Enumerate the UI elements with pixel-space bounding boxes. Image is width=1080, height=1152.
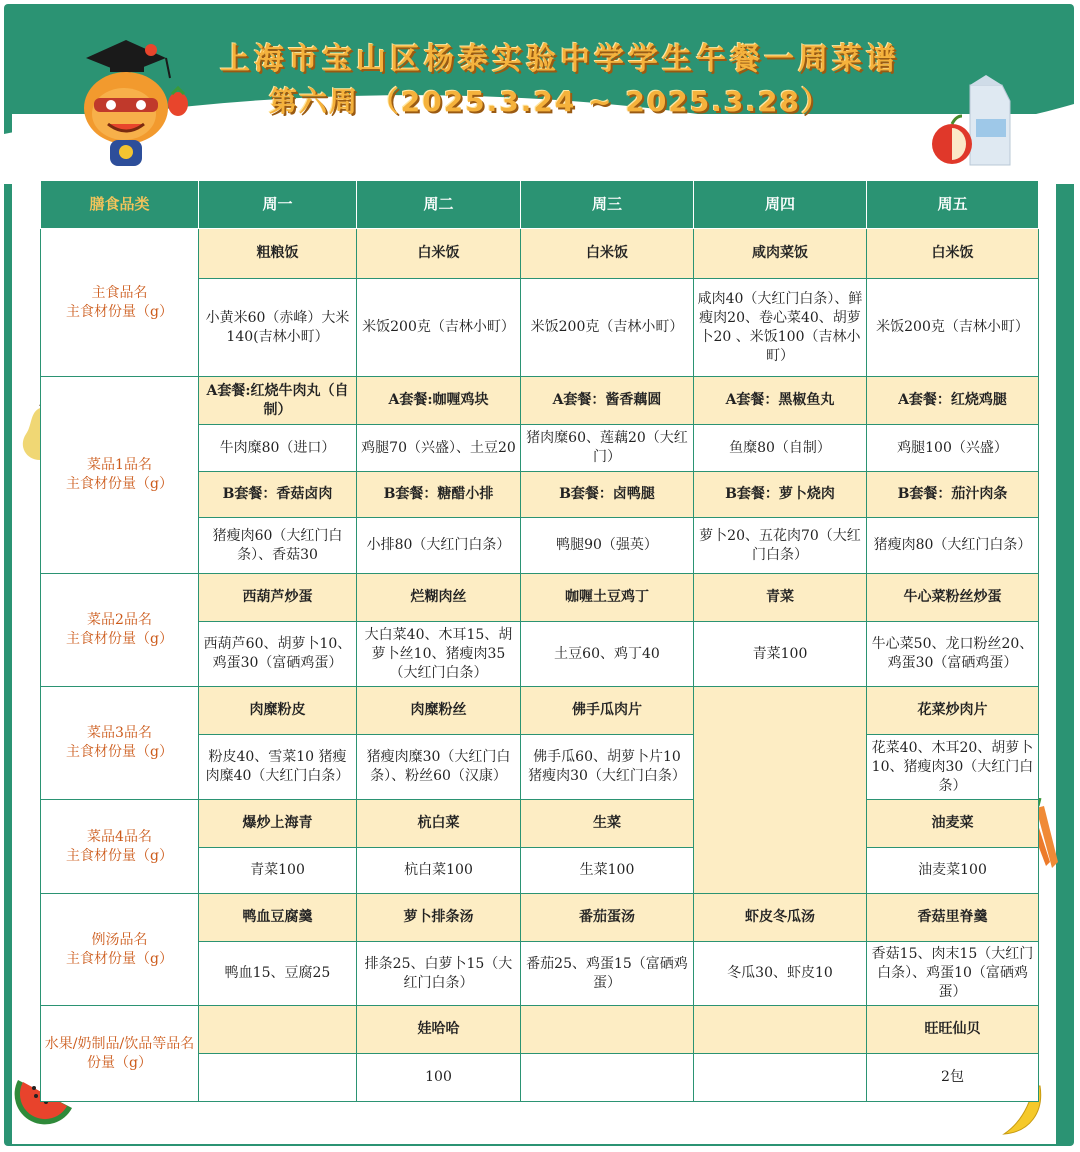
category-soup: 例汤品名 主食材份量（g） bbox=[41, 894, 199, 1006]
col-header-mon: 周一 bbox=[199, 181, 357, 229]
dish1-b-ing-tue: 小排80（大红门白条） bbox=[357, 518, 521, 574]
dish4-ing-fri: 油麦菜100 bbox=[867, 848, 1039, 894]
soup-ing-fri: 香菇15、肉末15（大红门白条）、鸡蛋10（富硒鸡蛋） bbox=[867, 942, 1039, 1006]
dish3-ing-tue: 猪瘦肉糜30（大红门白条）、粉丝60（汉康） bbox=[357, 735, 521, 800]
col-header-wed: 周三 bbox=[521, 181, 694, 229]
dish4-ing-wed: 生菜100 bbox=[521, 848, 694, 894]
staple-ing-thu: 咸肉40（大红门白条）、鲜瘦肉20、卷心菜40、胡萝卜20 、米饭100（吉林小町） bbox=[694, 279, 867, 377]
dish4-wed: 生菜 bbox=[521, 800, 694, 848]
dish3-ing-wed: 佛手瓜60、胡萝卜片10 猪瘦肉30（大红门白条） bbox=[521, 735, 694, 800]
dish1-a-fri: A套餐：红烧鸡腿 bbox=[867, 377, 1039, 425]
dish1-a-tue: A套餐:咖喱鸡块 bbox=[357, 377, 521, 425]
soup-mon: 鸭血豆腐羹 bbox=[199, 894, 357, 942]
staple-dish-thu: 咸肉菜饭 bbox=[694, 229, 867, 279]
apple-icon bbox=[930, 112, 978, 167]
dish1-b-thu: B套餐：萝卜烧肉 bbox=[694, 472, 867, 518]
dish2-tue: 烂糊肉丝 bbox=[357, 574, 521, 622]
fruit-qty-fri: 2包 bbox=[867, 1054, 1039, 1102]
dish2-fri: 牛心菜粉丝炒蛋 bbox=[867, 574, 1039, 622]
dish1-b-mon: B套餐：香菇卤肉 bbox=[199, 472, 357, 518]
dish1-a-ing-tue: 鸡腿70（兴盛）、土豆20 bbox=[357, 425, 521, 472]
category-dish4: 菜品4品名 主食材份量（g） bbox=[41, 800, 199, 894]
dish1-a-ing-thu: 鱼糜80（自制） bbox=[694, 425, 867, 472]
dish2-ing-wed: 土豆60、鸡丁40 bbox=[521, 622, 694, 687]
soup-fri: 香菇里脊羹 bbox=[867, 894, 1039, 942]
category-dish1: 菜品1品名 主食材份量（g） bbox=[41, 377, 199, 574]
dish1-a-wed: A套餐：酱香藕圆 bbox=[521, 377, 694, 425]
fruit-qty-tue: 100 bbox=[357, 1054, 521, 1102]
category-dish2: 菜品2品名 主食材份量（g） bbox=[41, 574, 199, 687]
fruit-mon bbox=[199, 1006, 357, 1054]
dish2-ing-fri: 牛心菜50、龙口粉丝20、鸡蛋30（富硒鸡蛋） bbox=[867, 622, 1039, 687]
dish1-a-ing-fri: 鸡腿100（兴盛） bbox=[867, 425, 1039, 472]
dish4-tue: 杭白菜 bbox=[357, 800, 521, 848]
category-staple: 主食品名 主食材份量（g） bbox=[41, 229, 199, 377]
col-header-tue: 周二 bbox=[357, 181, 521, 229]
fruit-tue: 娃哈哈 bbox=[357, 1006, 521, 1054]
dish1-b-ing-mon: 猪瘦肉60（大红门白条）、香菇30 bbox=[199, 518, 357, 574]
dish1-a-ing-wed: 猪肉糜60、莲藕20（大红门） bbox=[521, 425, 694, 472]
staple-ing-mon: 小黄米60（赤峰）大米140(吉林小町） bbox=[199, 279, 357, 377]
dish1-a-ing-mon: 牛肉糜80（进口） bbox=[199, 425, 357, 472]
dish1-b-ing-fri: 猪瘦肉80（大红门白条） bbox=[867, 518, 1039, 574]
header-row bbox=[41, 181, 1039, 229]
fruit-qty-wed bbox=[521, 1054, 694, 1102]
dish1-b-ing-wed: 鸭腿90（强英） bbox=[521, 518, 694, 574]
staple-dish-mon: 粗粮饭 bbox=[199, 229, 357, 279]
page-title: 上海市宝山区杨泰实验中学学生午餐一周菜谱 bbox=[220, 42, 900, 77]
fruit-thu bbox=[694, 1006, 867, 1054]
dish2-ing-thu: 青菜100 bbox=[694, 622, 867, 687]
dish3-ing-mon: 粉皮40、雪菜10 猪瘦肉糜40（大红门白条） bbox=[199, 735, 357, 800]
dish4-mon: 爆炒上海青 bbox=[199, 800, 357, 848]
soup-thu: 虾皮冬瓜汤 bbox=[694, 894, 867, 942]
dish1-b-wed: B套餐：卤鸭腿 bbox=[521, 472, 694, 518]
col-header-thu: 周四 bbox=[694, 181, 867, 229]
dish2-mon: 西葫芦炒蛋 bbox=[199, 574, 357, 622]
fruit-fri: 旺旺仙贝 bbox=[867, 1006, 1039, 1054]
fruit-qty-mon bbox=[199, 1054, 357, 1102]
staple-ing-fri: 米饭200克（吉林小町） bbox=[867, 279, 1039, 377]
col-header-fri: 周五 bbox=[867, 181, 1039, 229]
dish1-a-thu: A套餐：黑椒鱼丸 bbox=[694, 377, 867, 425]
soup-wed: 番茄蛋汤 bbox=[521, 894, 694, 942]
dish4-ing-tue: 杭白菜100 bbox=[357, 848, 521, 894]
staple-ing-tue: 米饭200克（吉林小町） bbox=[357, 279, 521, 377]
category-fruit: 水果/奶制品/饮品等品名 份量（g） bbox=[41, 1006, 199, 1102]
soup-tue: 萝卜排条汤 bbox=[357, 894, 521, 942]
thu-empty-block bbox=[694, 687, 867, 894]
dish3-ing-fri: 花菜40、木耳20、胡萝卜10、猪瘦肉30（大红门白条） bbox=[867, 735, 1039, 800]
dish3-mon: 肉糜粉皮 bbox=[199, 687, 357, 735]
dish3-tue: 肉糜粉丝 bbox=[357, 687, 521, 735]
dish2-wed: 咖喱土豆鸡丁 bbox=[521, 574, 694, 622]
page-subtitle: 第六周 （2025.3.24 ~ 2025.3.28） bbox=[268, 85, 831, 118]
soup-ing-mon: 鸭血15、豆腐25 bbox=[199, 942, 357, 1006]
dish4-ing-mon: 青菜100 bbox=[199, 848, 357, 894]
dish1-b-ing-thu: 萝卜20、五花肉70（大红门白条） bbox=[694, 518, 867, 574]
soup-ing-thu: 冬瓜30、虾皮10 bbox=[694, 942, 867, 1006]
dish2-ing-tue: 大白菜40、木耳15、胡萝卜丝10、猪瘦肉35（大红门白条） bbox=[357, 622, 521, 687]
dish4-fri: 油麦菜 bbox=[867, 800, 1039, 848]
fruit-wed bbox=[521, 1006, 694, 1054]
dish1-b-tue: B套餐：糖醋小排 bbox=[357, 472, 521, 518]
category-dish3: 菜品3品名 主食材份量（g） bbox=[41, 687, 199, 800]
dish2-thu: 青菜 bbox=[694, 574, 867, 622]
dish1-b-fri: B套餐：茄汁肉条 bbox=[867, 472, 1039, 518]
mascot-icon bbox=[66, 28, 196, 178]
dish3-wed: 佛手瓜肉片 bbox=[521, 687, 694, 735]
dish2-ing-mon: 西葫芦60、胡萝卜10、鸡蛋30（富硒鸡蛋） bbox=[199, 622, 357, 687]
staple-dish-wed: 白米饭 bbox=[521, 229, 694, 279]
soup-ing-wed: 番茄25、鸡蛋15（富硒鸡蛋） bbox=[521, 942, 694, 1006]
staple-dish-fri: 白米饭 bbox=[867, 229, 1039, 279]
col-header-category: 膳食品类 bbox=[41, 181, 199, 229]
dish3-fri: 花菜炒肉片 bbox=[867, 687, 1039, 735]
staple-ing-wed: 米饭200克（吉林小町） bbox=[521, 279, 694, 377]
fruit-qty-thu bbox=[694, 1054, 867, 1102]
dish1-a-mon: A套餐:红烧牛肉丸（自制） bbox=[199, 377, 357, 425]
menu-table bbox=[40, 180, 1039, 1102]
staple-dish-tue: 白米饭 bbox=[357, 229, 521, 279]
soup-ing-tue: 排条25、白萝卜15（大红门白条） bbox=[357, 942, 521, 1006]
